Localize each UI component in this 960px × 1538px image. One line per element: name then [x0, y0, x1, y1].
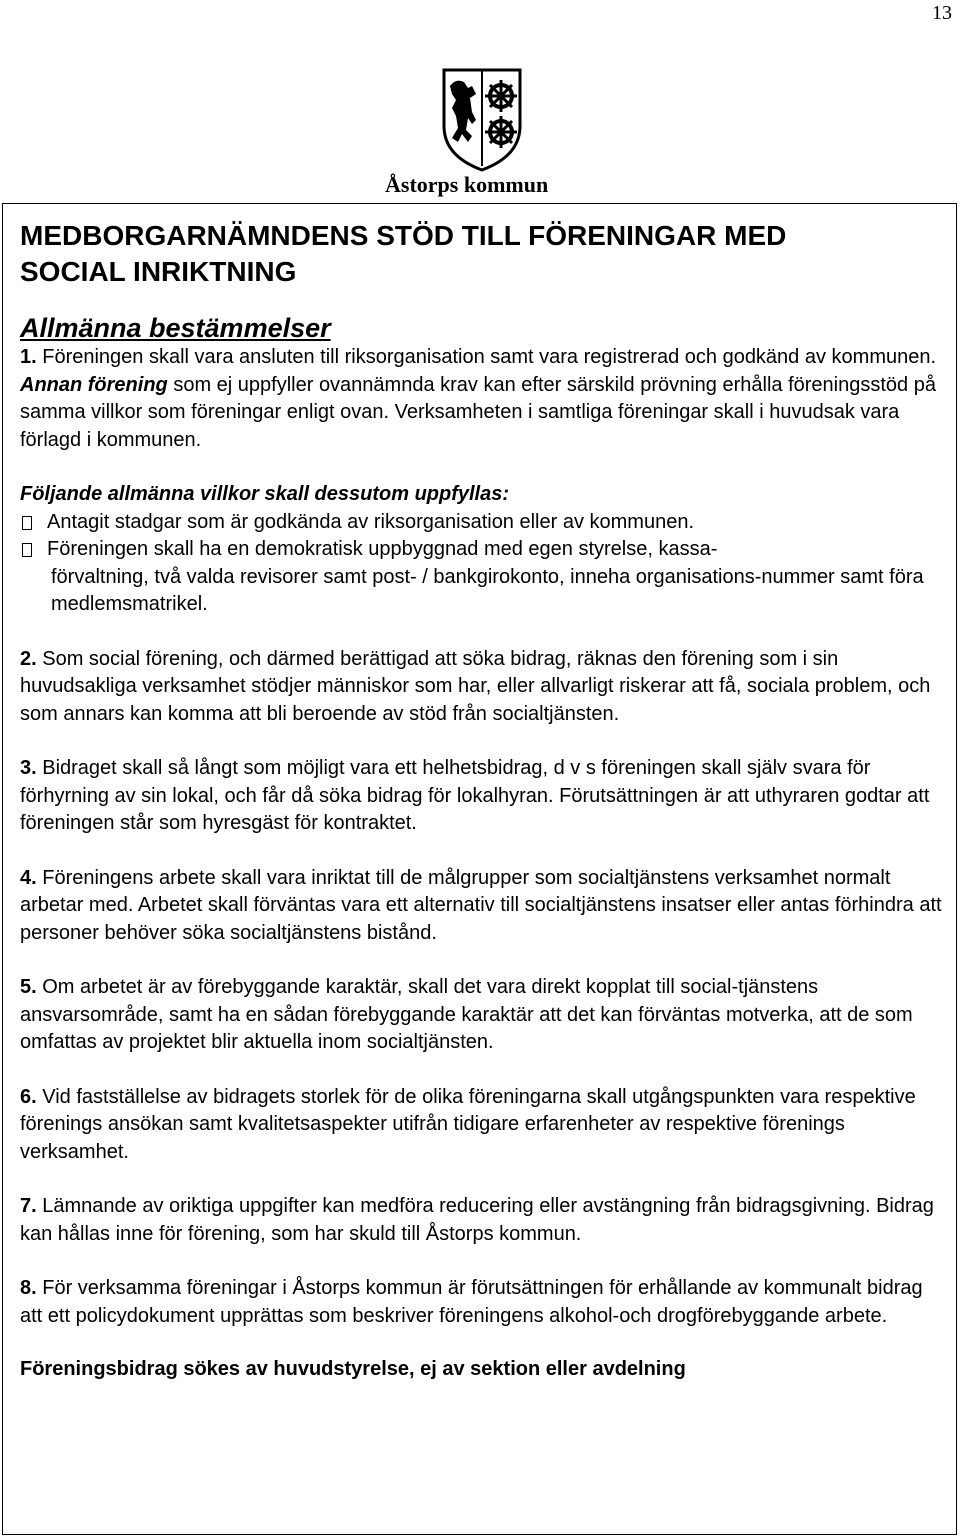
item-text: För verksamma föreningar i Åstorps kommun är förutsättningen för erhållande av kommunalt bidrag att ett policydokument upprättas som beskriver föreningens alkohol-och drogförebyggande arbete. — [20, 1277, 923, 1327]
title-line-2: SOCIAL INRIKTNING — [20, 256, 297, 287]
item-text: Bidraget skall så långt som möjligt vara ett helhetsbidrag, d v s föreningen skall själv svara för förhyrning av sin lokal, och får då söka bidrag för lokalhyran. Förutsättningen är att uthyraren godtar att föreningen står som hyresgäst för kontraktet. — [20, 757, 930, 834]
item-number: 2. — [20, 647, 37, 670]
item-4 — [20, 865, 945, 948]
item-7 — [20, 1193, 945, 1248]
item-3 — [20, 755, 945, 838]
final-note: Föreningsbidrag sökes av huvudstyrelse, ej av sektion eller avdelning — [20, 1358, 686, 1380]
bullet-text-continued: förvaltning, två valda revisorer samt post- / bankgirokonto, inneha organisations-nummer samt föra medlemsmatrikel. — [51, 565, 924, 615]
document-body — [20, 218, 945, 1384]
document-title — [20, 218, 945, 290]
item-number: 3. — [20, 757, 37, 779]
item-number: 8. — [20, 1277, 37, 1299]
item-text: Vid fastställelse av bidragets storlek för de olika föreningarna skall utgångspunkten vara respektive förenings ansökan samt kvalitetsaspekter utifrån tidigare erfarenheter av respektive förenings verksamhet. — [20, 1085, 916, 1163]
item-1 — [20, 344, 945, 454]
emphasis-text: Annan förening — [20, 373, 168, 396]
item-number: 5. — [20, 976, 37, 998]
condition-bullet — [20, 536, 945, 619]
item-text: Föreningen skall vara ansluten till riksorganisation samt vara registrerad och godkänd av kommunen. — [36, 346, 937, 368]
conditions-heading: Följande allmänna villkor skall dessutom uppfyllas: — [20, 483, 510, 505]
item-text: Lämnande av oriktiga uppgifter kan medföra reducering eller avstängning från bidragsgivning. Bidrag kan hållas inne för förening, som har skuld till Åstorps kommun. — [20, 1195, 934, 1245]
bullet-text: Föreningen skall ha en demokratisk uppbyggnad med egen styrelse, kassa- — [47, 538, 718, 560]
condition-bullet — [20, 509, 945, 537]
page-number: 13 — [932, 2, 952, 24]
item-text: som ej uppfyller ovannämnda krav kan efter särskild prövning erhålla föreningsstöd på samma villkor som föreningar enligt ovan. Verksamheten i samtliga föreningar skall i huvudsak vara förlagd i kommunen. — [20, 373, 936, 451]
item-8 — [20, 1275, 945, 1330]
item-number: 6. — [20, 1085, 37, 1108]
item-text: Om arbetet är av förebyggande karaktär, skall det vara direkt kopplat till social-tjänstens ansvarsområde, samt ha en sådan förebyggande karaktär att det kan förväntas motverka, att de som omfattas av projektet blir aktuella inom socialtjänsten. — [20, 976, 913, 1053]
checkbox-bullet-icon — [22, 543, 32, 557]
item-2 — [20, 646, 945, 729]
item-5 — [20, 974, 945, 1057]
item-number: 7. — [20, 1195, 37, 1217]
item-number: 4. — [20, 866, 37, 889]
item-text: Som social förening, och därmed berättigad att söka bidrag, räknas den förening som i sin huvudsakliga verksamhet stödjer människor som har, eller allvarligt riskerar att få, sociala problem, och som annars kan komma att bli beroende av stöd från socialtjänsten. — [20, 647, 931, 725]
item-6 — [20, 1084, 945, 1167]
section-heading: Allmänna bestämmelser — [20, 313, 331, 343]
astorp-coat-of-arms-icon — [442, 68, 522, 172]
municipality-name: Åstorps kommun — [385, 172, 549, 197]
bullet-text: Antagit stadgar som är godkända av riksorganisation eller av kommunen. — [47, 510, 695, 533]
checkbox-bullet-icon — [22, 516, 32, 530]
title-line-1: MEDBORGARNÄMNDENS STÖD TILL FÖRENINGAR MED — [20, 220, 787, 251]
item-number: 1. — [20, 346, 37, 368]
item-text: Föreningens arbete skall vara inriktat till de målgrupper som socialtjänstens verksamhet normalt arbetar med. Arbetet skall förväntas vara ett alternativ till socialtjänstens insatser eller antas förhindra att personer behöver söka socialtjänstens bistånd. — [20, 866, 942, 944]
